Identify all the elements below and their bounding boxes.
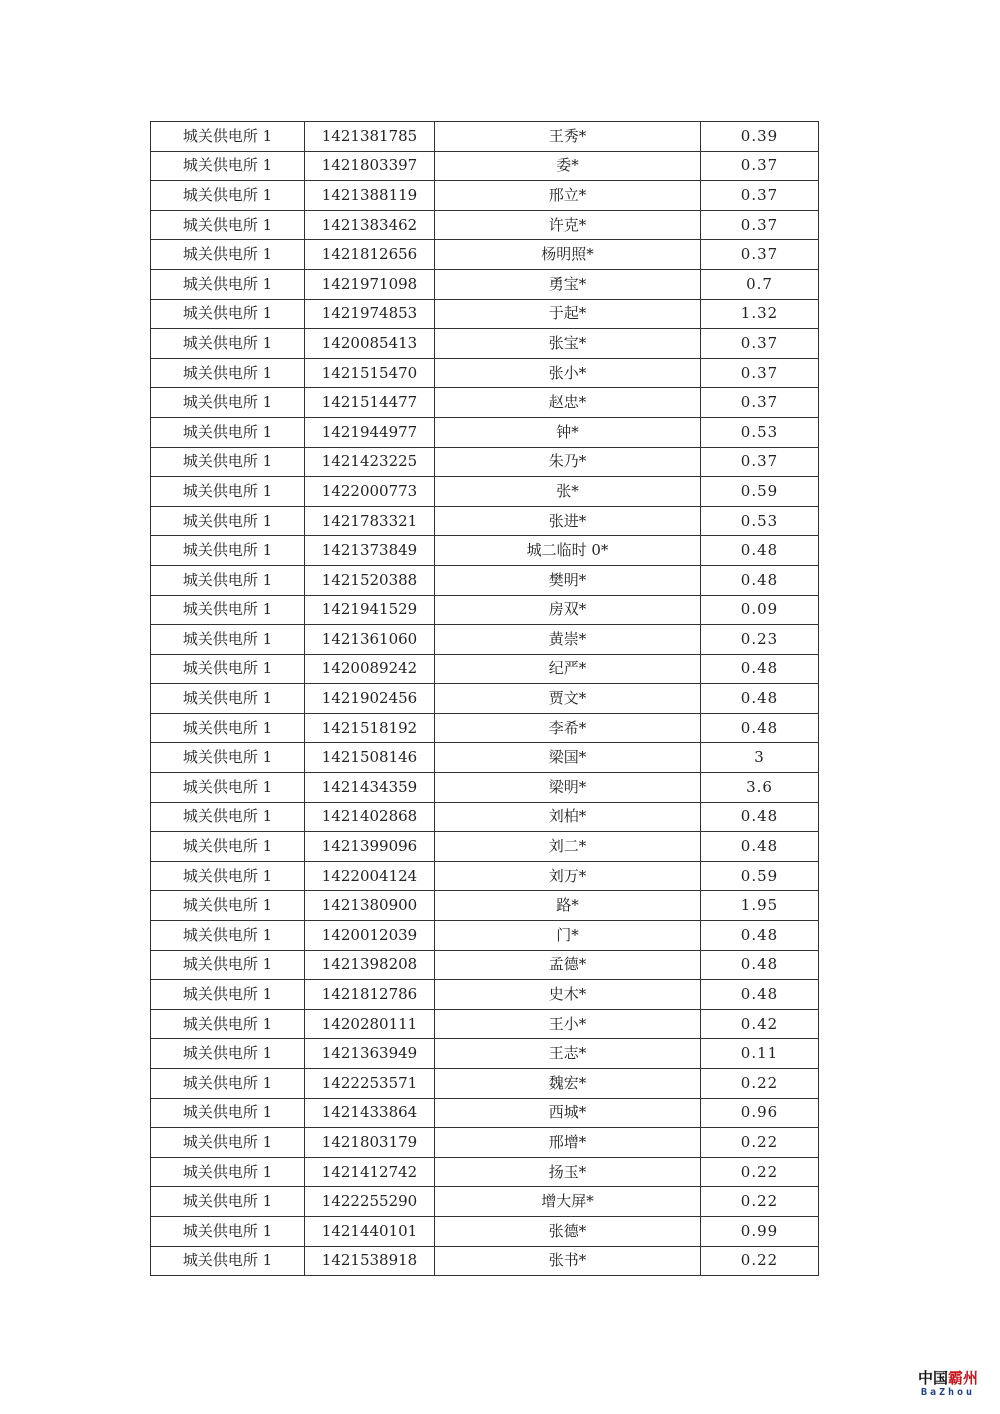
value-cell: 0.48 [701,832,819,862]
table-row [151,1039,819,1069]
table-body [151,122,819,1276]
data-table [150,121,819,1276]
station-cell: 城关供电所 1 [151,1069,305,1099]
customer-name-cell: 王小* [435,1009,701,1039]
station-cell: 城关供电所 1 [151,980,305,1010]
table-row [151,891,819,921]
customer-name-cell: 邢立* [435,181,701,211]
station-cell: 城关供电所 1 [151,151,305,181]
account-number-cell: 1421433864 [305,1098,435,1128]
station-cell: 城关供电所 1 [151,1157,305,1187]
station-cell: 城关供电所 1 [151,891,305,921]
account-number-cell: 1422255290 [305,1187,435,1217]
value-cell: 0.48 [701,654,819,684]
customer-name-cell: 钟* [435,417,701,447]
account-number-cell: 1421373849 [305,536,435,566]
value-cell: 0.37 [701,210,819,240]
account-number-cell: 1421520388 [305,565,435,595]
value-cell: 0.48 [701,684,819,714]
value-cell: 0.22 [701,1069,819,1099]
station-cell: 城关供电所 1 [151,536,305,566]
table-row [151,950,819,980]
table-row [151,625,819,655]
table-row [151,921,819,951]
table-row [151,1069,819,1099]
table-row [151,358,819,388]
value-cell: 1.32 [701,299,819,329]
customer-name-cell: 勇宝* [435,269,701,299]
customer-name-cell: 于起* [435,299,701,329]
station-cell: 城关供电所 1 [151,1098,305,1128]
site-watermark-logo [914,1371,982,1398]
station-cell: 城关供电所 1 [151,269,305,299]
table-row [151,1216,819,1246]
station-cell: 城关供电所 1 [151,417,305,447]
customer-name-cell: 增大屏* [435,1187,701,1217]
table-row [151,181,819,211]
table-row [151,743,819,773]
account-number-cell: 1421515470 [305,358,435,388]
value-cell: 0.48 [701,802,819,832]
customer-name-cell: 刘万* [435,861,701,891]
table-row [151,773,819,803]
station-cell: 城关供电所 1 [151,329,305,359]
table-row [151,299,819,329]
value-cell: 0.99 [701,1216,819,1246]
customer-name-cell: 委* [435,151,701,181]
table-row [151,861,819,891]
account-number-cell: 1421440101 [305,1216,435,1246]
value-cell: 0.37 [701,447,819,477]
customer-name-cell: 史木* [435,980,701,1010]
station-cell: 城关供电所 1 [151,1216,305,1246]
table-row [151,1187,819,1217]
account-number-cell: 1421398208 [305,950,435,980]
table-row [151,122,819,152]
customer-name-cell: 樊明* [435,565,701,595]
account-number-cell: 1421383462 [305,210,435,240]
value-cell: 0.48 [701,921,819,951]
customer-name-cell: 张德* [435,1216,701,1246]
value-cell: 0.39 [701,122,819,152]
account-number-cell: 1421508146 [305,743,435,773]
customer-name-cell: 张宝* [435,329,701,359]
table-row [151,1098,819,1128]
station-cell: 城关供电所 1 [151,921,305,951]
customer-name-cell: 张* [435,477,701,507]
account-number-cell: 1421361060 [305,625,435,655]
value-cell: 0.22 [701,1246,819,1276]
customer-name-cell: 西城* [435,1098,701,1128]
table-row [151,595,819,625]
table-row [151,802,819,832]
customer-name-cell: 城二临时 0* [435,536,701,566]
value-cell: 0.23 [701,625,819,655]
table-row [151,980,819,1010]
table-row [151,477,819,507]
customer-name-cell: 扬玉* [435,1157,701,1187]
customer-name-cell: 孟德* [435,950,701,980]
account-number-cell: 1421783321 [305,506,435,536]
value-cell: 0.37 [701,358,819,388]
account-number-cell: 1421803179 [305,1128,435,1158]
customer-name-cell: 梁国* [435,743,701,773]
station-cell: 城关供电所 1 [151,1009,305,1039]
account-number-cell: 1421944977 [305,417,435,447]
table-row [151,151,819,181]
value-cell: 0.53 [701,417,819,447]
account-number-cell: 1421423225 [305,447,435,477]
station-cell: 城关供电所 1 [151,802,305,832]
table-row [151,565,819,595]
customer-name-cell: 梁明* [435,773,701,803]
account-number-cell: 1421812656 [305,240,435,270]
station-cell: 城关供电所 1 [151,773,305,803]
value-cell: 0.09 [701,595,819,625]
station-cell: 城关供电所 1 [151,832,305,862]
value-cell: 0.37 [701,240,819,270]
account-number-cell: 1421518192 [305,713,435,743]
account-number-cell: 1421974853 [305,299,435,329]
watermark-title [914,1371,982,1386]
table-row [151,684,819,714]
account-number-cell: 1421412742 [305,1157,435,1187]
station-cell: 城关供电所 1 [151,210,305,240]
account-number-cell: 1422000773 [305,477,435,507]
customer-name-cell: 刘柏* [435,802,701,832]
account-number-cell: 1421363949 [305,1039,435,1069]
watermark-title-part1: 中国 [917,1369,948,1387]
account-number-cell: 1421380900 [305,891,435,921]
table-row [151,1246,819,1276]
table-row [151,210,819,240]
account-number-cell: 1421388119 [305,181,435,211]
value-cell: 0.48 [701,565,819,595]
station-cell: 城关供电所 1 [151,447,305,477]
table-row [151,1128,819,1158]
table-row [151,329,819,359]
account-number-cell: 1421902456 [305,684,435,714]
account-number-cell: 1421812786 [305,980,435,1010]
account-number-cell: 1421434359 [305,773,435,803]
customer-name-cell: 王志* [435,1039,701,1069]
station-cell: 城关供电所 1 [151,299,305,329]
station-cell: 城关供电所 1 [151,1246,305,1276]
value-cell: 0.53 [701,506,819,536]
customer-name-cell: 朱乃* [435,447,701,477]
account-number-cell: 1421538918 [305,1246,435,1276]
account-number-cell: 1420280111 [305,1009,435,1039]
value-cell: 3 [701,743,819,773]
account-number-cell: 1422253571 [305,1069,435,1099]
account-number-cell: 1420085413 [305,329,435,359]
station-cell: 城关供电所 1 [151,1039,305,1069]
account-number-cell: 1421941529 [305,595,435,625]
station-cell: 城关供电所 1 [151,1128,305,1158]
station-cell: 城关供电所 1 [151,565,305,595]
table-row [151,536,819,566]
station-cell: 城关供电所 1 [151,743,305,773]
value-cell: 0.48 [701,950,819,980]
account-number-cell: 1420012039 [305,921,435,951]
customer-name-cell: 纪严* [435,654,701,684]
value-cell: 0.37 [701,329,819,359]
table-row [151,447,819,477]
value-cell: 1.95 [701,891,819,921]
value-cell: 0.11 [701,1039,819,1069]
value-cell: 0.22 [701,1128,819,1158]
watermark-title-part2: 霸州 [948,1369,979,1387]
station-cell: 城关供电所 1 [151,861,305,891]
value-cell: 0.59 [701,477,819,507]
station-cell: 城关供电所 1 [151,122,305,152]
table-row [151,269,819,299]
value-cell: 0.22 [701,1187,819,1217]
customer-name-cell: 王秀* [435,122,701,152]
table-row [151,1009,819,1039]
customer-name-cell: 房双* [435,595,701,625]
station-cell: 城关供电所 1 [151,477,305,507]
value-cell: 0.48 [701,713,819,743]
customer-name-cell: 李希* [435,713,701,743]
watermark-subtitle: BaZhou [920,1387,976,1398]
customer-name-cell: 张进* [435,506,701,536]
account-number-cell: 1421514477 [305,388,435,418]
table-row [151,1157,819,1187]
table-row [151,832,819,862]
account-number-cell: 1421971098 [305,269,435,299]
station-cell: 城关供电所 1 [151,1187,305,1217]
customer-name-cell: 许克* [435,210,701,240]
station-cell: 城关供电所 1 [151,240,305,270]
customer-name-cell: 刘二* [435,832,701,862]
customer-name-cell: 贾文* [435,684,701,714]
value-cell: 0.37 [701,151,819,181]
account-number-cell: 1422004124 [305,861,435,891]
value-cell: 0.96 [701,1098,819,1128]
table-row [151,417,819,447]
station-cell: 城关供电所 1 [151,595,305,625]
value-cell: 0.22 [701,1157,819,1187]
station-cell: 城关供电所 1 [151,388,305,418]
station-cell: 城关供电所 1 [151,950,305,980]
customer-name-cell: 路* [435,891,701,921]
customer-name-cell: 魏宏* [435,1069,701,1099]
value-cell: 0.7 [701,269,819,299]
customer-name-cell: 门* [435,921,701,951]
customer-name-cell: 邢增* [435,1128,701,1158]
table-row [151,506,819,536]
account-number-cell: 1421381785 [305,122,435,152]
value-cell: 3.6 [701,773,819,803]
value-cell: 0.37 [701,181,819,211]
station-cell: 城关供电所 1 [151,358,305,388]
table-row [151,240,819,270]
station-cell: 城关供电所 1 [151,684,305,714]
account-number-cell: 1421402868 [305,802,435,832]
value-cell: 0.42 [701,1009,819,1039]
account-number-cell: 1420089242 [305,654,435,684]
station-cell: 城关供电所 1 [151,506,305,536]
station-cell: 城关供电所 1 [151,625,305,655]
value-cell: 0.48 [701,536,819,566]
customer-name-cell: 张小* [435,358,701,388]
table-row [151,713,819,743]
customer-name-cell: 赵忠* [435,388,701,418]
station-cell: 城关供电所 1 [151,713,305,743]
account-number-cell: 1421399096 [305,832,435,862]
customer-name-cell: 杨明照* [435,240,701,270]
value-cell: 0.48 [701,980,819,1010]
value-cell: 0.59 [701,861,819,891]
station-cell: 城关供电所 1 [151,181,305,211]
station-cell: 城关供电所 1 [151,654,305,684]
customer-name-cell: 张书* [435,1246,701,1276]
value-cell: 0.37 [701,388,819,418]
table-row [151,388,819,418]
table-row [151,654,819,684]
customer-name-cell: 黄崇* [435,625,701,655]
account-number-cell: 1421803397 [305,151,435,181]
